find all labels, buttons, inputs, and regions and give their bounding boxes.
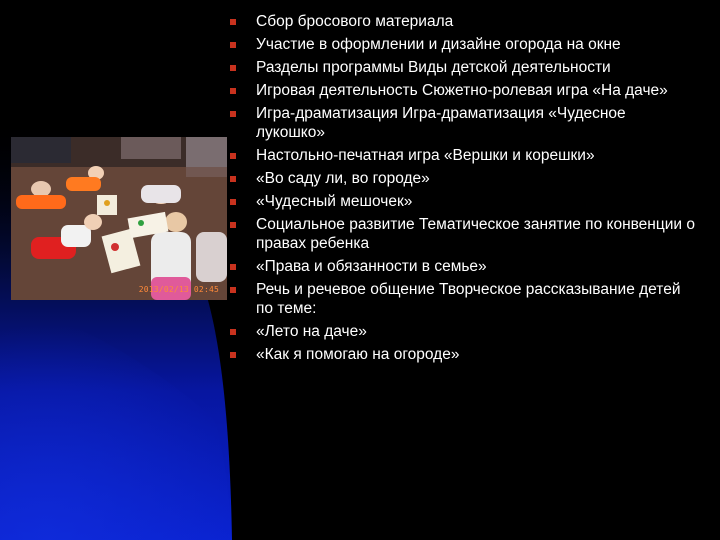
list-item (228, 215, 698, 253)
list-item-text: Речь и речевое общение Творческое рассказывание детей по теме: (256, 281, 681, 317)
list-item (228, 192, 698, 211)
list-item-text: Разделы программы Виды детской деятельности (256, 59, 611, 76)
square-bullet-icon (230, 199, 236, 205)
list-item (228, 58, 698, 77)
bullet-list (228, 12, 698, 364)
list-item (228, 81, 698, 100)
list-item-text: Участие в оформлении и дизайне огорода на окне (256, 36, 621, 53)
bullet-list-container (228, 12, 698, 368)
square-bullet-icon (230, 264, 236, 270)
square-bullet-icon (230, 329, 236, 335)
list-item-text: «Во саду ли, во городе» (256, 170, 430, 187)
list-item (228, 169, 698, 188)
list-item-text: Социальное развитие Тематическое занятие по конвенции о правах ребенка (256, 216, 695, 252)
list-item-text: Игра-драматизация Игра-драматизация «Чудесное лукошко» (256, 105, 626, 141)
list-item (228, 257, 698, 276)
list-item (228, 280, 698, 318)
square-bullet-icon (230, 65, 236, 71)
list-item (228, 12, 698, 31)
list-item (228, 322, 698, 341)
list-item-text: «Чудесный мешочек» (256, 193, 413, 210)
list-item (228, 345, 698, 364)
list-item-text: «Как я помогаю на огороде» (256, 346, 460, 363)
square-bullet-icon (230, 19, 236, 25)
square-bullet-icon (230, 352, 236, 358)
square-bullet-icon (230, 153, 236, 159)
square-bullet-icon (230, 111, 236, 117)
list-item (228, 104, 698, 142)
list-item-text: Настольно-печатная игра «Вершки и корешки» (256, 147, 595, 164)
list-item-text: «Лето на даче» (256, 323, 367, 340)
square-bullet-icon (230, 42, 236, 48)
list-item-text: Сбор бросового материала (256, 13, 454, 30)
square-bullet-icon (230, 287, 236, 293)
photo-timestamp: 2013/02/13 02:45 (138, 285, 219, 294)
list-item (228, 146, 698, 165)
square-bullet-icon (230, 176, 236, 182)
square-bullet-icon (230, 222, 236, 228)
list-item-text: Игровая деятельность Сюжетно-ролевая игра «На даче» (256, 82, 668, 99)
children-playing-photo (11, 137, 227, 300)
list-item-text: «Права и обязанности в семье» (256, 258, 487, 275)
square-bullet-icon (230, 88, 236, 94)
list-item (228, 35, 698, 54)
